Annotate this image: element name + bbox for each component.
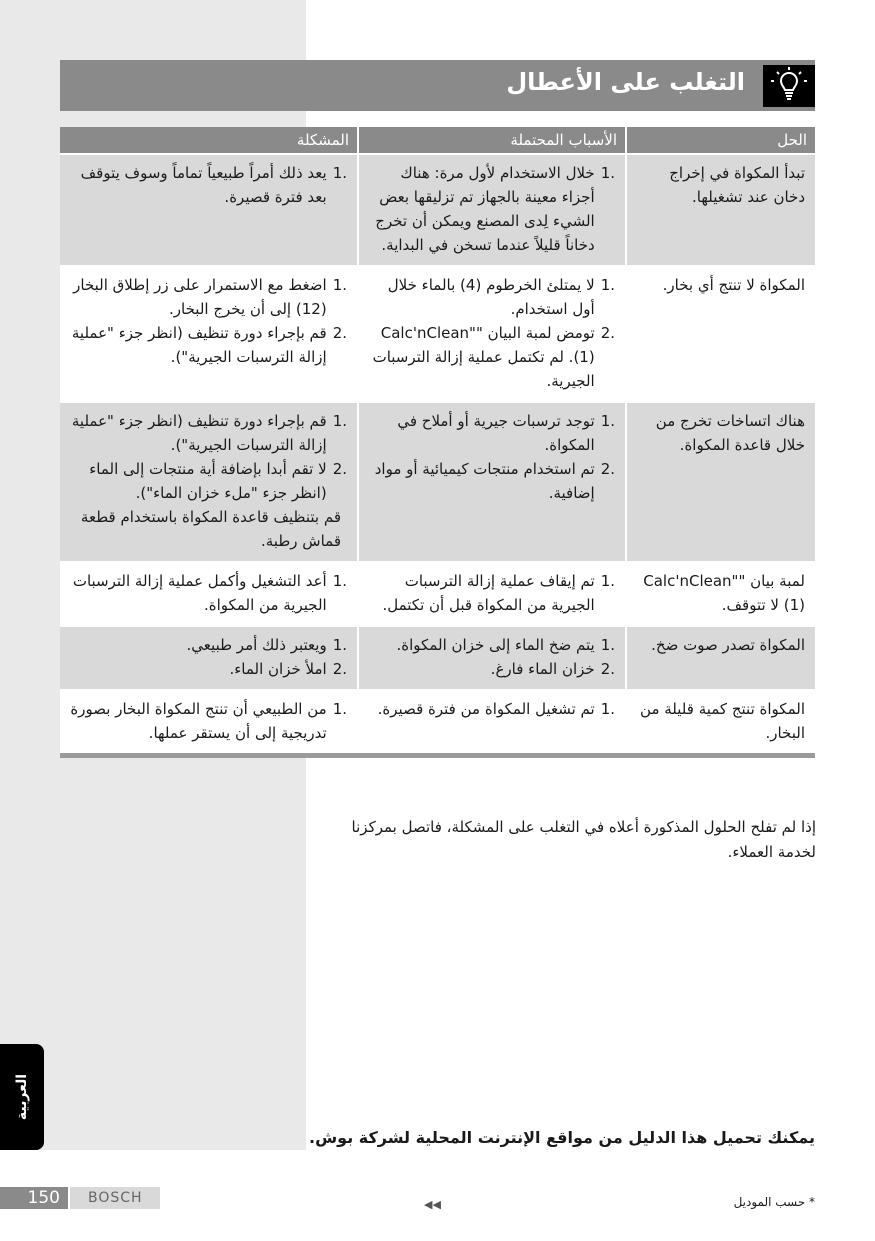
item-text: قم بإجراء دورة تنظيف (انظر جزء "عملية إزالة الترسبات الجيرية"). bbox=[71, 324, 327, 366]
brand-label: BOSCH bbox=[70, 1187, 160, 1209]
table-row bbox=[60, 689, 815, 753]
problem-cell: هناك اتساخات تخرج من خلال قاعدة المكواة. bbox=[625, 401, 815, 561]
table-row bbox=[60, 625, 815, 689]
list-item bbox=[70, 505, 347, 553]
list-item bbox=[70, 457, 347, 505]
lightbulb-icon bbox=[763, 65, 815, 107]
item-text: خلال الاستخدام لأول مرة: هناك أجزاء معينة بالجهاز تم تزليقها بعض الشيء لِدى المصنع ويمكن أن تخرج دخاناً قليلاً عندما تسخن في البداية. bbox=[375, 164, 595, 254]
list-item bbox=[369, 697, 615, 721]
service-note: إذا لم تفلح الحلول المذكورة أعلاه في التغلب على المشكلة، فاتصل بمركزنا لخدمة العملاء. bbox=[351, 818, 816, 861]
list-item bbox=[369, 409, 615, 457]
item-number: 2. bbox=[600, 460, 615, 478]
item-text: يعد ذلك أمراً طبيعياً تماماً وسوف يتوقف بعد فترة قصيرة. bbox=[80, 164, 327, 206]
item-number: 1. bbox=[332, 412, 347, 430]
header-cause: الأسباب المحتملة bbox=[357, 127, 625, 153]
list-item bbox=[70, 273, 347, 321]
item-number: 2. bbox=[332, 660, 347, 678]
list-item bbox=[369, 457, 615, 505]
problem-cell: المكواة تنتج كمية قليلة من البخار. bbox=[625, 689, 815, 753]
arrows-icon: ◀◀ bbox=[424, 1198, 441, 1211]
list-item bbox=[70, 321, 347, 369]
item-number: 2. bbox=[600, 324, 615, 342]
problem-cell: المكواة تصدر صوت ضخ. bbox=[625, 625, 815, 689]
item-text: تم تشغيل المكواة من فترة قصيرة. bbox=[377, 700, 595, 718]
list-item bbox=[70, 161, 347, 209]
table-row bbox=[60, 265, 815, 401]
item-text: لا تقم أبدا بإضافة أية منتجات إلى الماء (انظر جزء "ملء خزان الماء"). bbox=[89, 460, 327, 502]
item-number: 1. bbox=[600, 412, 615, 430]
item-number: 2. bbox=[600, 660, 615, 678]
table-bottom-rule bbox=[60, 753, 815, 758]
item-number: 1. bbox=[332, 572, 347, 590]
item-number: 1. bbox=[600, 572, 615, 590]
solution-cell bbox=[60, 153, 357, 265]
table-row bbox=[60, 401, 815, 561]
item-number: 2. bbox=[332, 460, 347, 478]
item-number: 2. bbox=[332, 324, 347, 342]
item-number: 1. bbox=[600, 164, 615, 182]
list-item bbox=[70, 657, 347, 681]
list-item bbox=[369, 657, 615, 681]
solution-cell bbox=[60, 625, 357, 689]
cause-cell bbox=[357, 561, 625, 625]
troubleshooting-table bbox=[60, 127, 815, 753]
list-item bbox=[369, 633, 615, 657]
item-number: 1. bbox=[600, 700, 615, 718]
item-text: تم إيقاف عملية إزالة الترسبات الجيرية من المكواة قبل أن تكتمل. bbox=[382, 572, 595, 614]
download-note: يمكنك تحميل هذا الدليل من مواقع الإنترنت المحلية لشركة بوش. bbox=[309, 1128, 815, 1147]
item-number: 1. bbox=[600, 276, 615, 294]
list-item bbox=[70, 697, 347, 745]
table-row bbox=[60, 153, 815, 265]
cause-cell bbox=[357, 265, 625, 401]
problem-cell: المكواة لا تنتج أي بخار. bbox=[625, 265, 815, 401]
header-solution: المشكلة bbox=[60, 127, 357, 153]
solution-cell bbox=[60, 689, 357, 753]
header-problem: الحل bbox=[625, 127, 815, 153]
list-item bbox=[369, 569, 615, 617]
item-text: قم بإجراء دورة تنظيف (انظر جزء "عملية إزالة الترسبات الجيرية"). bbox=[71, 412, 327, 454]
item-text: تم استخدام منتجات كيميائية أو مواد إضافية. bbox=[374, 460, 595, 502]
item-text: املأ خزان الماء. bbox=[229, 660, 327, 678]
solution-cell bbox=[60, 561, 357, 625]
cause-cell bbox=[357, 401, 625, 561]
item-text: من الطبيعي أن تنتج المكواة البخار بصورة تدريجية إلى أن يستقر عملها. bbox=[70, 700, 327, 742]
item-text: تومض لمبة البيان "Calc'nClean" (1). لم تكتمل عملية إزالة الترسبات الجيرية. bbox=[372, 324, 595, 390]
page-title: التغلب على الأعطال bbox=[506, 68, 745, 96]
table-row bbox=[60, 561, 815, 625]
item-number: 1. bbox=[332, 700, 347, 718]
item-text: توجد ترسبات جيرية أو أملاح في المكواة. bbox=[397, 412, 595, 454]
item-number: 1. bbox=[332, 164, 347, 182]
list-item bbox=[70, 409, 347, 457]
list-item bbox=[70, 569, 347, 617]
page-number: 150 bbox=[0, 1187, 68, 1209]
item-text: ويعتبر ذلك أمر طبيعي. bbox=[186, 636, 327, 654]
item-text: قم بتنظيف قاعدة المكواة باستخدام قطعة قماش رطبة. bbox=[80, 508, 341, 550]
language-tab bbox=[0, 1044, 44, 1150]
cause-cell bbox=[357, 689, 625, 753]
section-header bbox=[60, 60, 815, 111]
footer-note: * حسب الموديل bbox=[733, 1195, 815, 1209]
language-tab-label: العربية bbox=[14, 1073, 30, 1121]
problem-cell: لمبة بيان "Calc'nClean" (1) لا تتوقف. bbox=[625, 561, 815, 625]
problem-cell: تبدأ المكواة في إخراج دخان عند تشغيلها. bbox=[625, 153, 815, 265]
item-number: 1. bbox=[332, 276, 347, 294]
solution-cell bbox=[60, 401, 357, 561]
list-item bbox=[369, 273, 615, 321]
item-number: 1. bbox=[332, 636, 347, 654]
item-text: أعد التشغيل وأكمل عملية إزالة الترسبات الجيرية من المكواة. bbox=[72, 572, 327, 614]
item-text: يتم ضخ الماء إلى خزان المكواة. bbox=[396, 636, 595, 654]
item-text: لا يمتلئ الخرطوم (4) بالماء خلال أول استخدام. bbox=[387, 276, 595, 318]
table-header-row bbox=[60, 127, 815, 153]
item-number bbox=[341, 505, 347, 553]
cause-cell bbox=[357, 625, 625, 689]
item-number: 1. bbox=[600, 636, 615, 654]
item-text: اضغط مع الاستمرار على زر إطلاق البخار (12) إلى أن يخرج البخار. bbox=[73, 276, 327, 318]
item-text: خزان الماء فارغ. bbox=[490, 660, 595, 678]
solution-cell bbox=[60, 265, 357, 401]
list-item bbox=[70, 633, 347, 657]
list-item bbox=[369, 161, 615, 257]
cause-cell bbox=[357, 153, 625, 265]
list-item bbox=[369, 321, 615, 393]
